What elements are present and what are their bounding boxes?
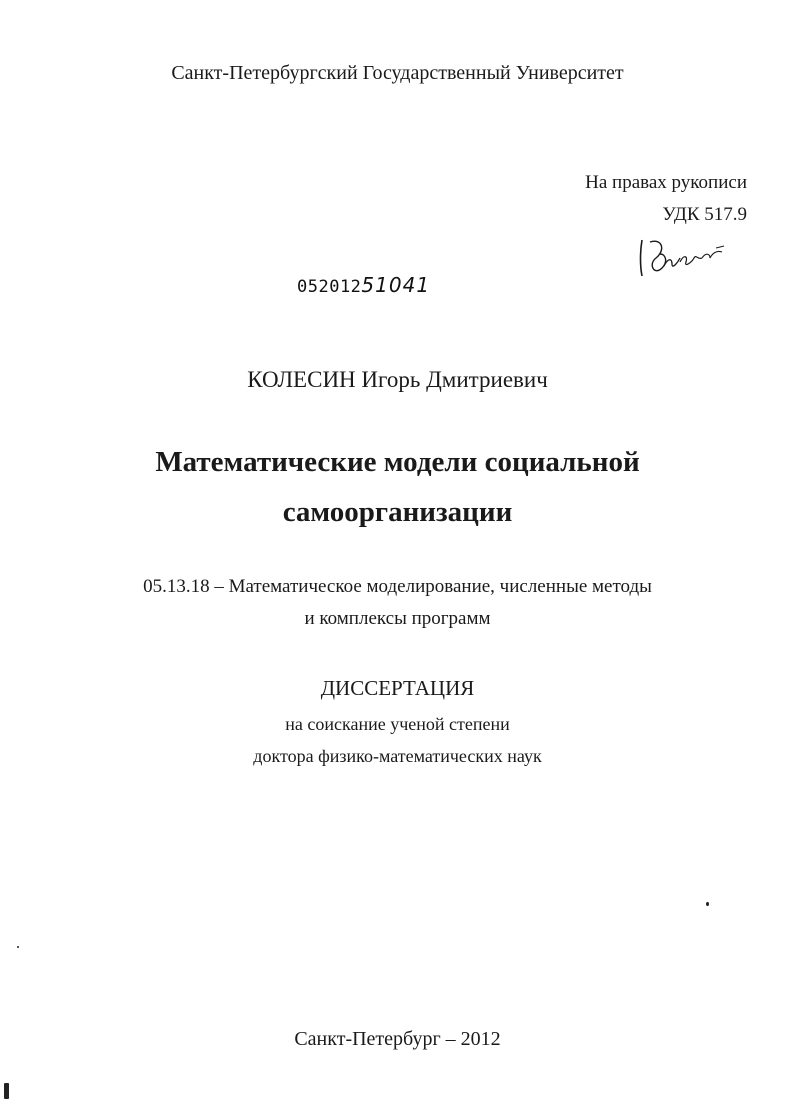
- stamp-handwritten: 51041: [361, 273, 431, 297]
- dissertation-title-line1: Математические модели социальной: [155, 446, 640, 478]
- specialty-line2: и комплексы программ: [304, 608, 491, 629]
- document-type-heading: ДИССЕРТАЦИЯ: [320, 676, 475, 700]
- archive-stamp: [297, 273, 430, 297]
- scan-speck: [4, 1083, 9, 1099]
- stamp-number: 052012: [297, 277, 362, 297]
- degree-line2: доктора физико-математических наук: [253, 746, 542, 766]
- dissertation-title-line2: самоорганизации: [282, 496, 513, 528]
- scan-speck: [706, 902, 709, 906]
- specialty-line1: 05.13.18 – Математическое моделирование, численные методы: [143, 576, 652, 597]
- udk-code: УДК 517.9: [662, 204, 747, 225]
- university-name: Санкт-Петербургский Государственный Университет: [171, 62, 624, 84]
- rights-note: На правах рукописи: [585, 172, 747, 193]
- author-name: КОЛЕСИН Игорь Дмитриевич: [247, 367, 548, 392]
- city-year: Санкт-Петербург – 2012: [294, 1028, 501, 1050]
- degree-line1: на соискание ученой степени: [285, 714, 510, 734]
- scan-speck: [17, 946, 19, 948]
- signature-icon: [636, 232, 732, 282]
